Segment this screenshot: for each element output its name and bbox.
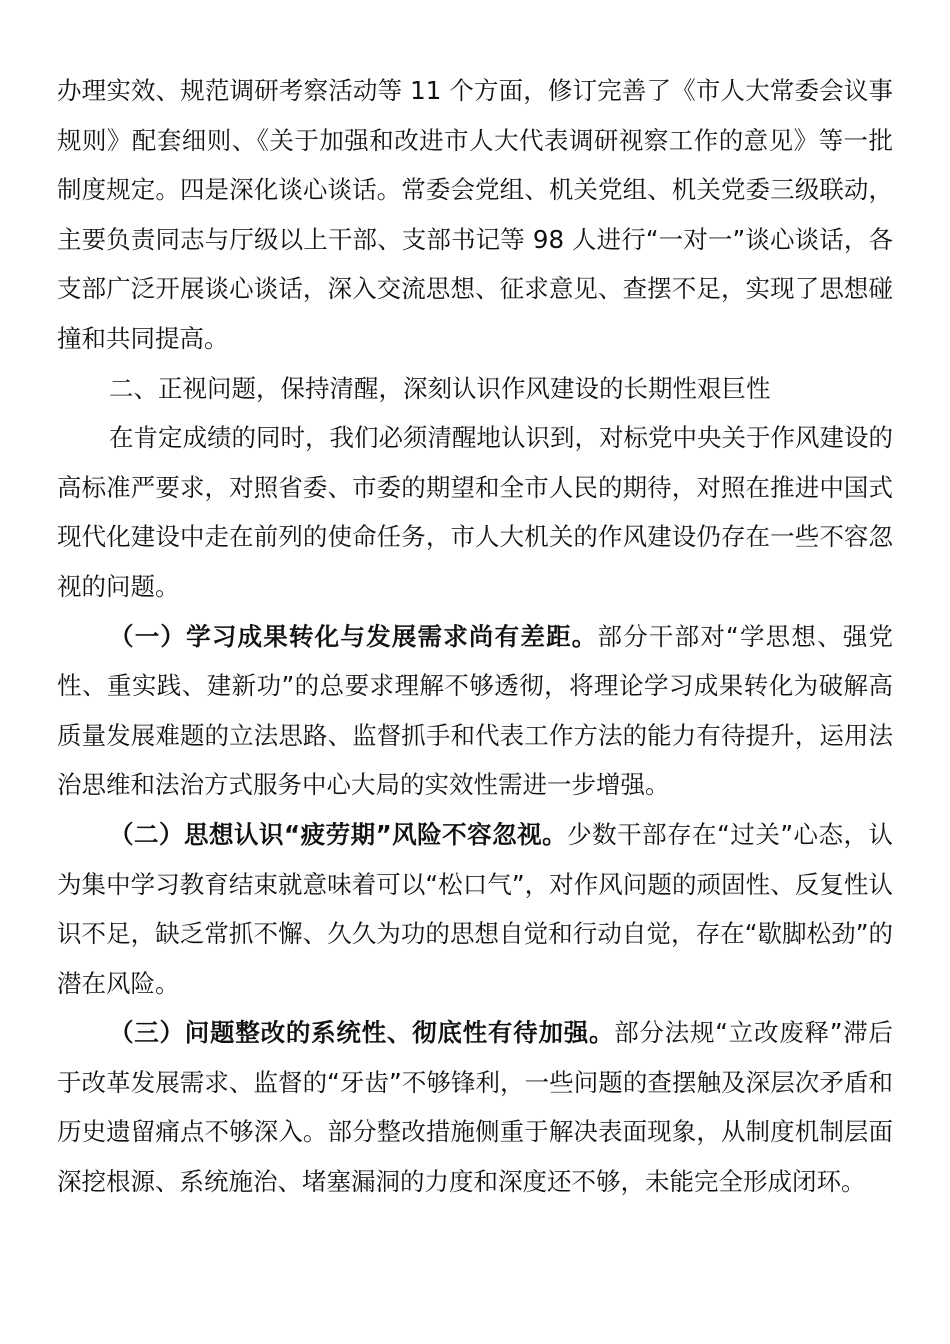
item-2-title: （二）思想认识“疲劳期”风险不容忽视。 — [109, 819, 568, 849]
paragraph-item-3 — [57, 1008, 893, 1206]
paragraph-item-2 — [57, 810, 893, 1008]
document-page — [57, 66, 893, 1207]
paragraph-intro: 在肯定成绩的同时，我们必须清醒地认识到，对标党中央关于作风建设的高标准严要求，对照省委、市委的期望和全市人民的期待，对照在推进中国式现代化建设中走在前列的使命任务，市人大机关的作风建设仍存在一些不容忽视的问题。 — [57, 423, 893, 601]
item-3-title: （三）问题整改的系统性、彻底性有待加强。 — [109, 1018, 615, 1048]
section-heading: 二、正视问题，保持清醒，深刻认识作风建设的长期性艰巨性 — [109, 373, 771, 403]
item-3-body: 部分法规“立改废释”滞后于改革发展需求、监督的“牙齿”不够锋利，一些问题的查摆触及深层次矛盾和历史遗留痛点不够深入。部分整改措施侧重于解决表面现象，从制度机制层面深挖根源、系统施治、堵塞漏洞的力度和深度还不够，未能完全形成闭环。 — [57, 1018, 893, 1197]
item-1-body: 部分干部对“学思想、强党性、重实践、建新功”的总要求理解不够透彻，将理论学习成果转化为破解高质量发展难题的立法思路、监督抓手和代表工作方法的能力有待提升，运用法治思维和法治方式服务中心大局的实效性需进一步增强。 — [57, 621, 894, 800]
paragraph-continuation: 办理实效、规范调研考察活动等 11 个方面，修订完善了《市人大常委会议事规则》配套细则、《关于加强和改进市人大代表调研视察工作的意见》等一批制度规定。四是深化谈心谈话。常委会党组、机关党组、机关党委三级联动，主要负责同志与厅级以上干部、支部书记等 98 人进行“一对一”谈心谈话，各支部广泛开展谈心谈话，深入交流思想、征求意见、查摆不足，实现了思想碰撞和共同提高。 — [57, 76, 893, 353]
paragraph-item-1 — [57, 612, 893, 810]
item-2-body: 少数干部存在“过关”心态，认为集中学习教育结束就意味着可以“松口气”，对作风问题的顽固性、反复性认识不足，缺乏常抓不懈、久久为功的思想自觉和行动自觉，存在“歇脚松劲”的潜在风险。 — [57, 819, 894, 998]
item-1-title: （一）学习成果转化与发展需求尚有差距。 — [109, 621, 598, 651]
